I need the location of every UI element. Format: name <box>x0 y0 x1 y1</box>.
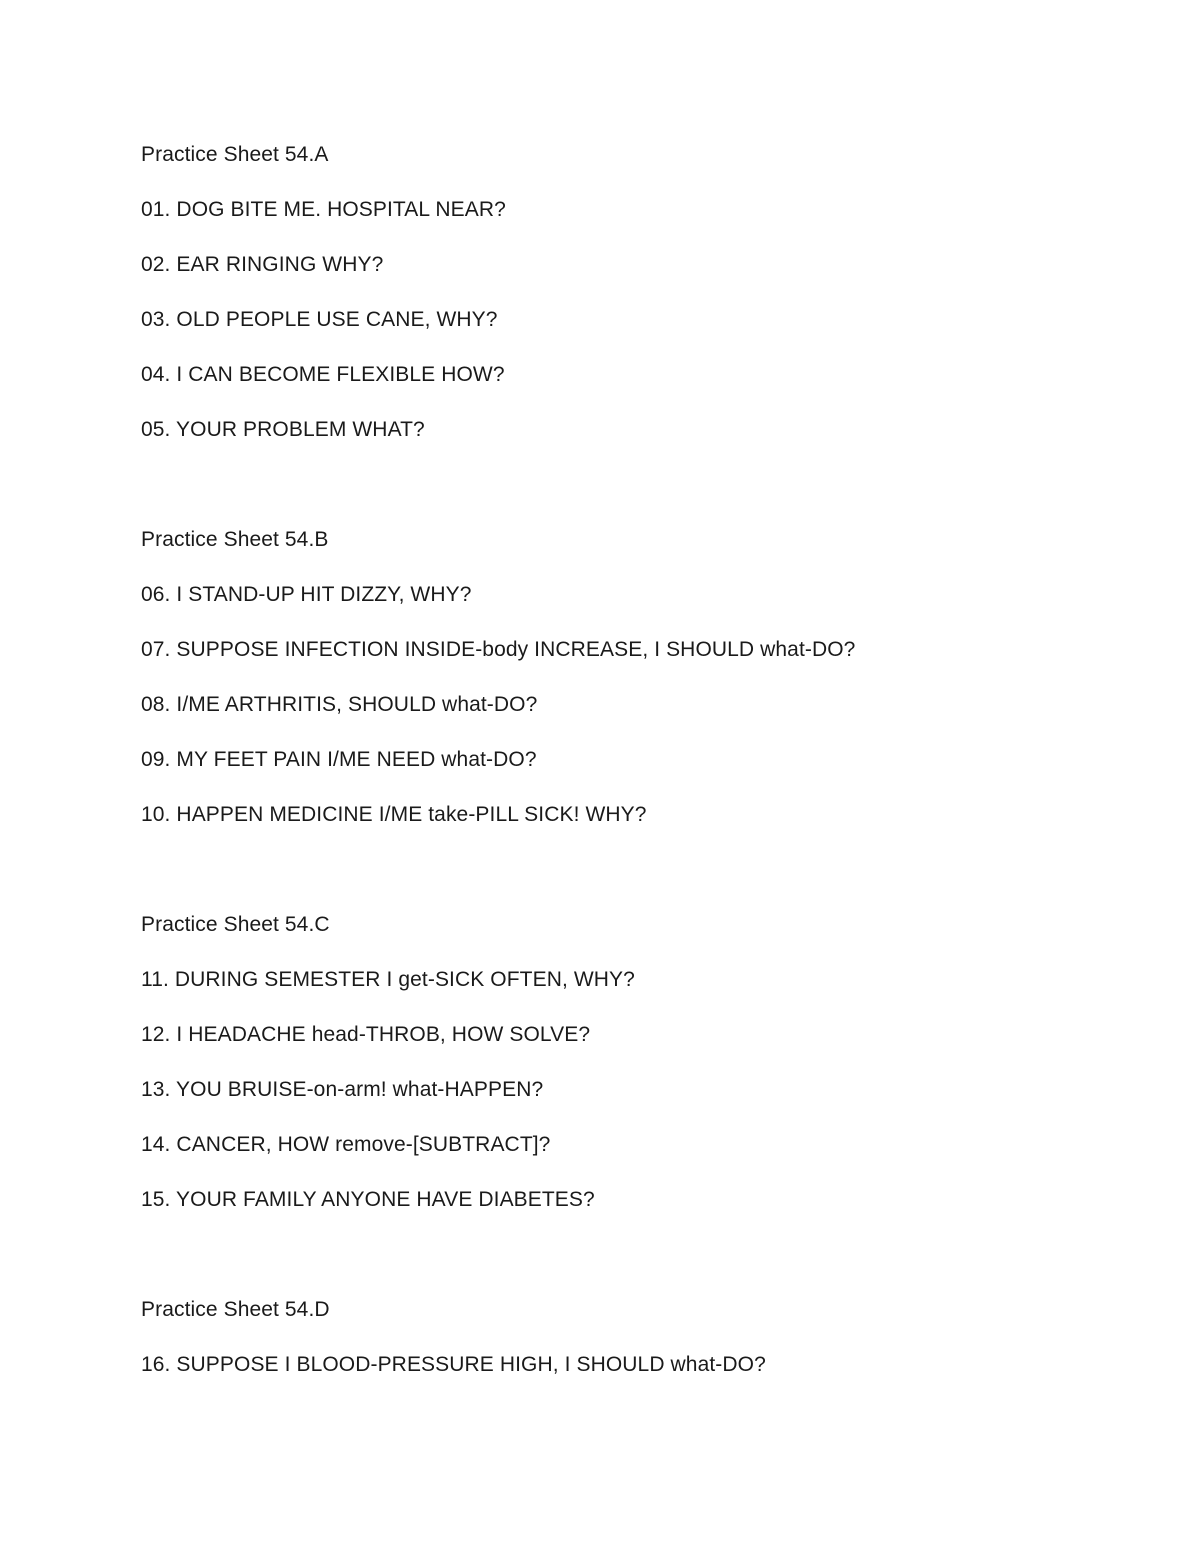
question-item: 07. SUPPOSE INFECTION INSIDE-body INCREASE, I SHOULD what-DO? <box>141 638 856 661</box>
question-item: 16. SUPPOSE I BLOOD-PRESSURE HIGH, I SHOULD what-DO? <box>141 1353 766 1376</box>
question-item: 11. DURING SEMESTER I get-SICK OFTEN, WHY? <box>141 968 635 991</box>
section-title: Practice Sheet 54.D <box>141 1298 330 1321</box>
question-item: 03. OLD PEOPLE USE CANE, WHY? <box>141 308 498 331</box>
practice-sheet-section-d <box>141 1296 1141 1379</box>
practice-sheet-section-c <box>141 911 1141 1214</box>
question-item: 05. YOUR PROBLEM WHAT? <box>141 418 425 441</box>
question-item: 13. YOU BRUISE-on-arm! what-HAPPEN? <box>141 1078 544 1101</box>
question-item: 02. EAR RINGING WHY? <box>141 253 384 276</box>
question-item: 04. I CAN BECOME FLEXIBLE HOW? <box>141 363 505 386</box>
question-item: 08. I/ME ARTHRITIS, SHOULD what-DO? <box>141 693 538 716</box>
section-title: Practice Sheet 54.A <box>141 143 329 166</box>
practice-sheet-section-a <box>141 141 1141 444</box>
question-item: 09. MY FEET PAIN I/ME NEED what-DO? <box>141 748 537 771</box>
question-item: 14. CANCER, HOW remove-[SUBTRACT]? <box>141 1133 551 1156</box>
practice-sheet-section-b <box>141 526 1141 829</box>
section-title: Practice Sheet 54.C <box>141 913 330 936</box>
section-title: Practice Sheet 54.B <box>141 528 329 551</box>
question-item: 15. YOUR FAMILY ANYONE HAVE DIABETES? <box>141 1188 595 1211</box>
document-page <box>141 141 1141 1379</box>
question-item: 06. I STAND-UP HIT DIZZY, WHY? <box>141 583 472 606</box>
question-item: 12. I HEADACHE head-THROB, HOW SOLVE? <box>141 1023 591 1046</box>
question-item: 01. DOG BITE ME. HOSPITAL NEAR? <box>141 198 506 221</box>
question-item: 10. HAPPEN MEDICINE I/ME take-PILL SICK! WHY? <box>141 803 647 826</box>
